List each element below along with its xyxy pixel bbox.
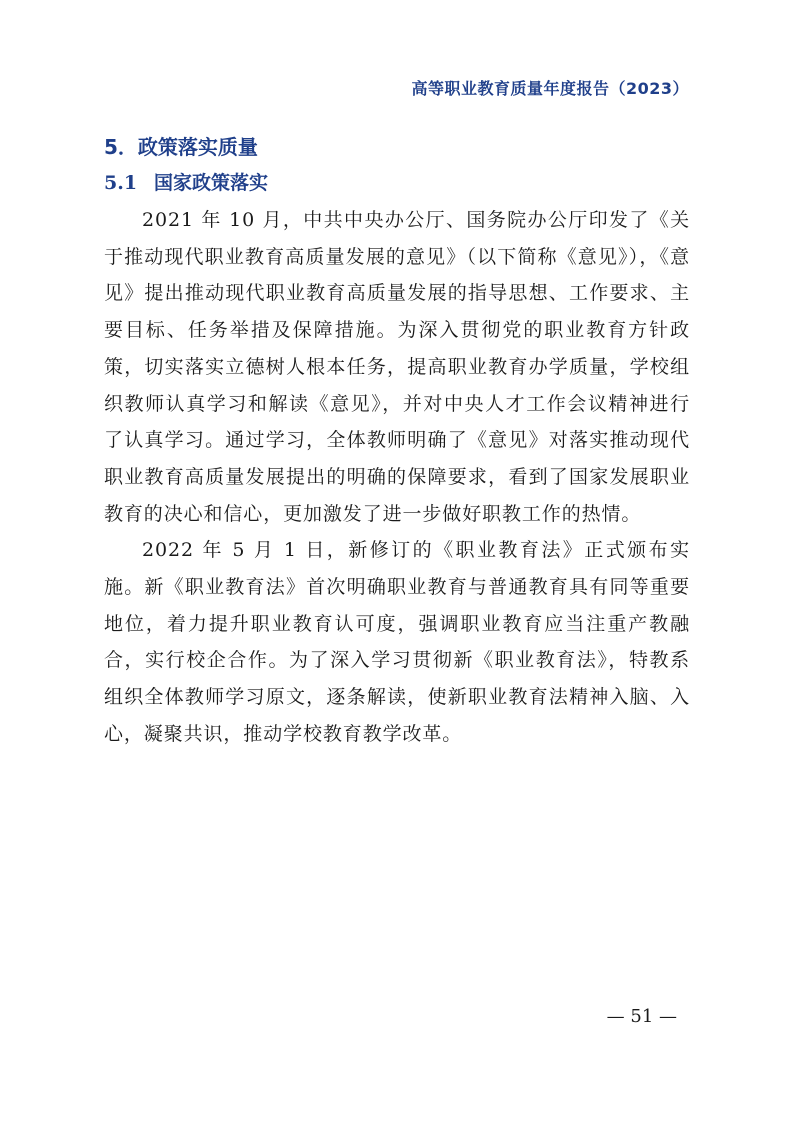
section-heading: 5．政策落实质量 (104, 135, 258, 159)
page-content (104, 132, 690, 753)
page-number: — 51 — (606, 1006, 677, 1027)
body-paragraph-1: 2021 年 10 月，中共中央办公厅、国务院办公厅印发了《关于推动现代职业教育高质量发展的意见》（以下简称《意见》），《意见》提出推动现代职业教育高质量发展的指导思想、工作要求、主要目标、任务举措及保障措施。为深入贯彻党的职业教育方针政策，切实落实立德树人根本任务，提高职业教育办学质量，学校组织教师认真学习和解读《意见》，并对中央人才工作会议精神进行了认真学习。通过学习，全体教师明确了《意见》对落实推动现代职业教育高质量发展提出的明确的保障要求，看到了国家发展职业教育的决心和信心，更加激发了进一步做好职教工作的热情。 (104, 209, 690, 525)
subsection-number: 5.1 (104, 172, 138, 194)
subsection-title: 国家政策落实 (154, 172, 269, 194)
subsection-heading (104, 168, 690, 198)
body-paragraph-2: 2022 年 5 月 1 日，新修订的《职业教育法》正式颁布实施。新《职业教育法》首次明确职业教育与普通教育具有同等重要地位，着力提升职业教育认可度，强调职业教育应当注重产教融合，实行校企合作。为了深入学习贯彻新《职业教育法》，特教系组织全体教师学习原文，逐条解读，使新职业教育法精神入脑、入心，凝聚共识，推动学校教育教学改革。 (104, 539, 690, 745)
running-header: 高等职业教育质量年度报告（2023） (411, 79, 689, 98)
